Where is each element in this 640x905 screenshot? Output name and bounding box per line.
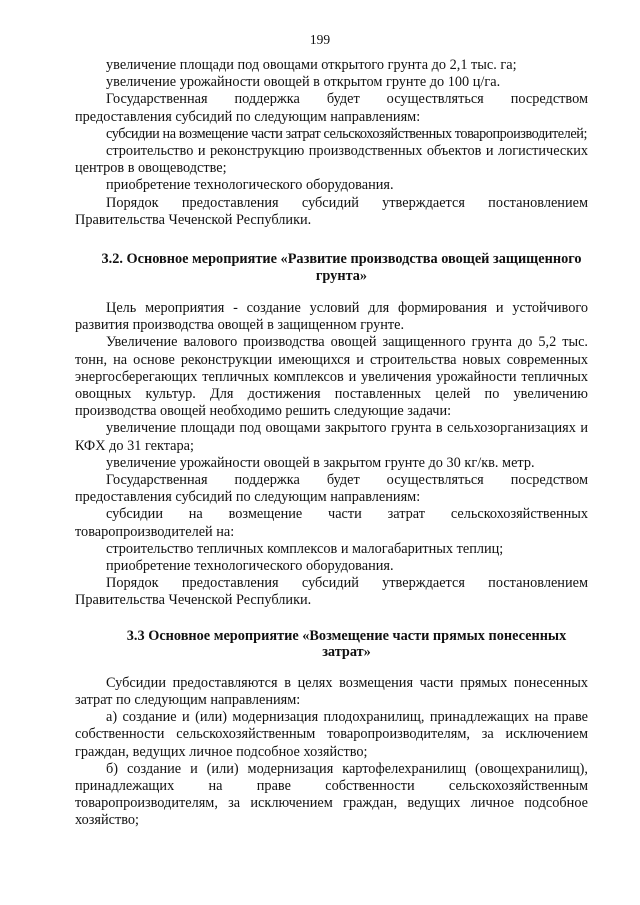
document-body [75,57,588,830]
paragraph: приобретение технологического оборудования. [106,558,394,575]
paragraph: строительство и реконструкцию производственных объектов и логистических центров в овощеводстве; [75,143,588,177]
paragraph: Цель мероприятия - создание условий для формирования и устойчивого развития производства овощей в защищенном грунте. [75,300,588,334]
paragraph: увеличение урожайности овощей в открытом грунте до 100 ц/га. [106,74,501,91]
paragraph: строительство тепличных комплексов и малогабаритных теплиц; [106,540,504,557]
paragraph: субсидии на возмещение части затрат сельскохозяйственных товаропроизводителей; [106,125,587,142]
paragraph: Государственная поддержка будет осуществляться посредством предоставления субсидий по следующим направлениям: [75,91,588,125]
paragraph: Порядок предоставления субсидий утверждается постановлением Правительства Чеченской Республики. [75,575,588,609]
paragraph: увеличение площади под овощами открытого грунта до 2,1 тыс. га; [106,57,517,73]
paragraph: Увеличение валового производства овощей защищенного грунта до 5,2 тыс. тонн, на основе реконструкции имеющихся и строительства новых современных энергосберегающих тепличных комплексов и увеличения урожайности тепличных овощных культур. Для достижения поставленных целей по увеличению производства овощей необходимо решить следующие задачи: [75,334,588,420]
paragraph: б) создание и (или) модернизация картофелехранилищ (овощехранилищ), принадлежащих на праве собственности сельскохозяйственным товаропроизводителям, за исключением граждан, ведущих личное подсобное хозяйство; [75,760,588,829]
paragraph: Порядок предоставления субсидий утверждается постановлением Правительства Чеченской Республики. [75,194,588,228]
paragraph: Государственная поддержка будет осуществляться посредством предоставления субсидий по следующим направлениям: [75,472,588,506]
paragraph: а) создание и (или) модернизация плодохранилищ, принадлежащих на праве собственности сельскохозяйственным товаропроизводителям, за исключением граждан, ведущих личное подсобное хозяйство; [75,709,588,760]
section-heading-3-2: 3.2. Основное мероприятие «Развитие производства овощей защищенного грунта» [101,251,582,284]
paragraph: приобретение технологического оборудования. [106,177,394,194]
paragraph: увеличение площади под овощами закрытого грунта в сельхозорганизациях и КФХ до 31 гектара; [75,420,588,454]
paragraph: увеличение урожайности овощей в закрытом грунте до 30 кг/кв. метр. [106,454,535,471]
page-number: 199 [309,32,331,47]
paragraph: субсидии на возмещение части затрат сельскохозяйственных товаропроизводителей на: [75,506,588,540]
paragraph: Субсидии предоставляются в целях возмещения части прямых понесенных затрат по следующим направлениям: [75,674,588,708]
section-heading-3-3: 3.3 Основное мероприятие «Возмещение части прямых понесенных затрат» [126,627,567,661]
